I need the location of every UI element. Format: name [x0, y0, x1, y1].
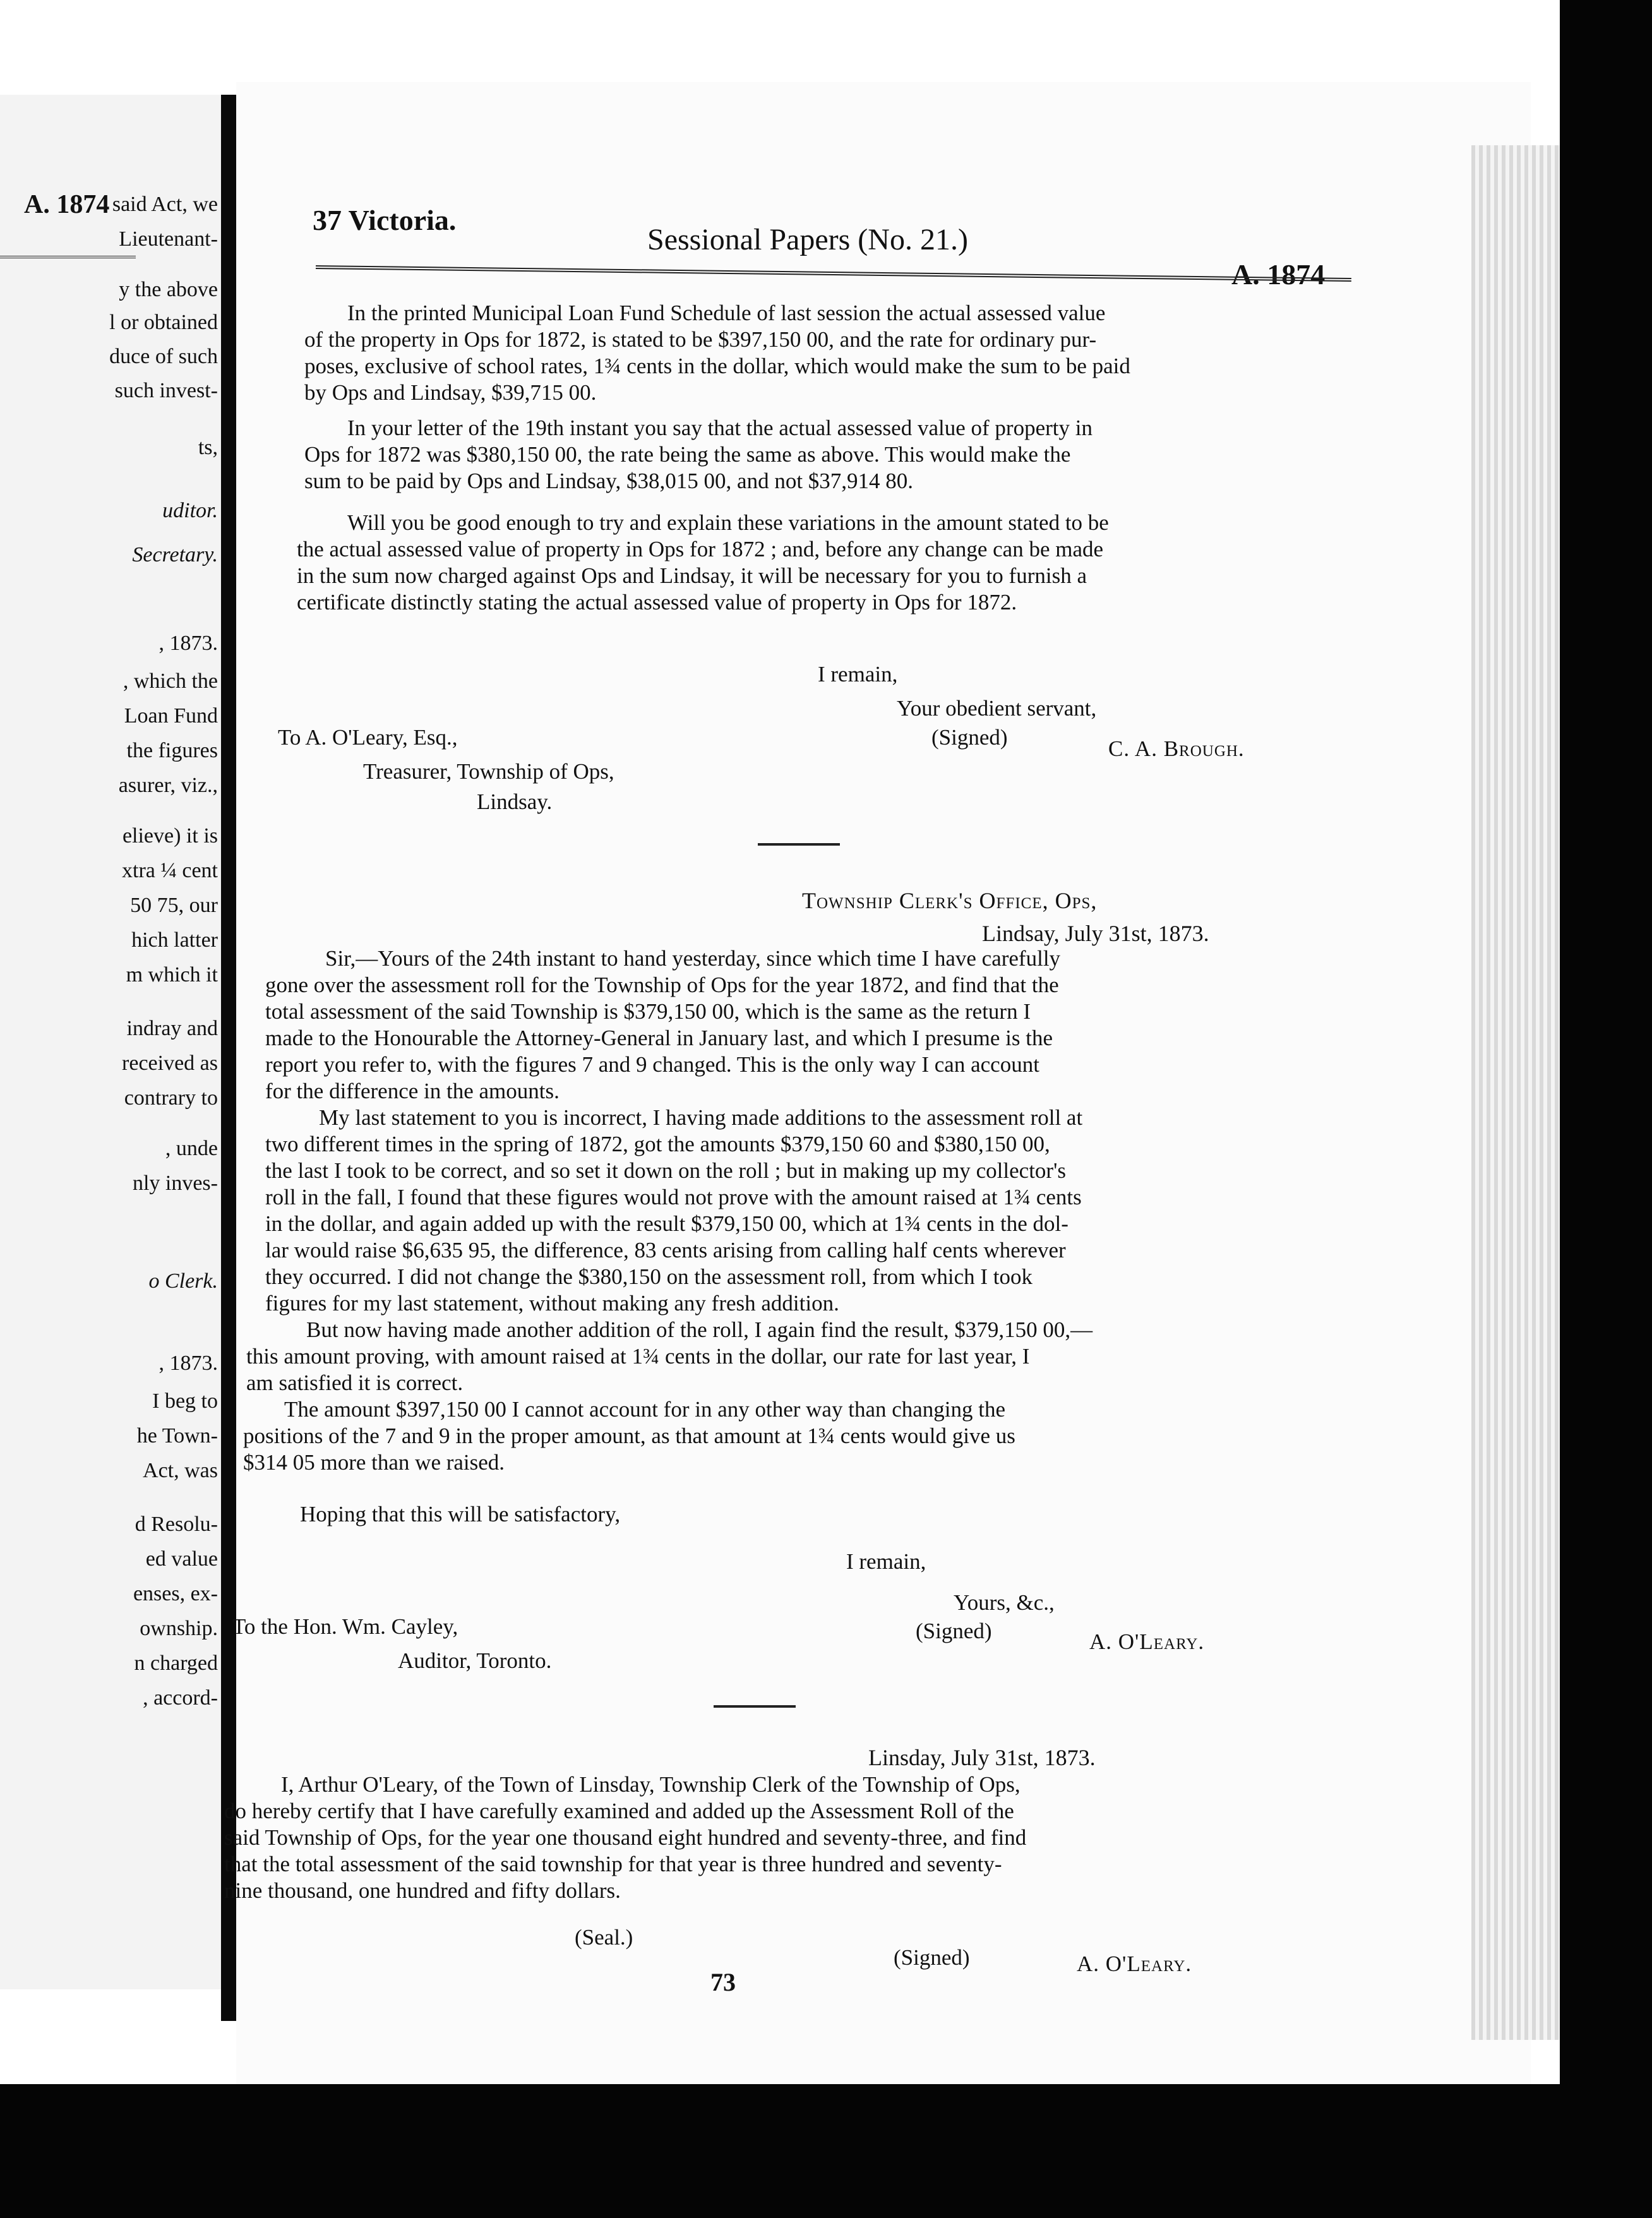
letter2-line-10: roll in the fall, I found that these figures would not prove with the amount raised at 1¾ cents [265, 1185, 1082, 1209]
left-page-fragment-line: ed value [145, 1547, 218, 1571]
left-page-fragment-line: y the above [119, 278, 218, 301]
separator-rule-2 [714, 1705, 796, 1708]
letter1-to-2: Treasurer, Township of Ops, [363, 759, 614, 784]
left-page-fragment-line: contrary to [124, 1086, 218, 1110]
letter1-to-3: Lindsay. [477, 789, 553, 814]
letter1-line-5: In your letter of the 19th instant you say that the actual assessed value of property in [347, 416, 1092, 440]
letter2-line-16: this amount proving, with amount raised at 1¾ cents in the dollar, our rate for last year, I [246, 1344, 1030, 1369]
letter2-line-17: am satisfied it is correct. [246, 1370, 464, 1395]
certificate-line-4: that the total assessment of the said township for that year is three hundred and seventy- [224, 1852, 1002, 1876]
letter2-line-6: for the difference in the amounts. [265, 1079, 560, 1103]
letter2-line-20: $314 05 more than we raised. [243, 1450, 505, 1475]
left-page-fragment-line: 50 75, our [130, 894, 218, 917]
left-page-fragment-line: , accord- [143, 1686, 218, 1710]
scan-border-right [1560, 0, 1652, 2218]
scan-border-bottom [0, 2084, 1652, 2218]
left-page-fragment-line: elieve) it is [122, 824, 218, 848]
left-page-fragment-line: Loan Fund [124, 704, 218, 728]
letter1-line-10: in the sum now charged against Ops and Lindsay, it will be necessary for you to furnish a [297, 563, 1087, 588]
letter2-line-1: Sir,—Yours of the 24th instant to hand yesterday, since which time I have carefully [325, 946, 1061, 971]
letter2-line-4: made to the Honourable the Attorney-General in January last, and which I presume is the [265, 1026, 1053, 1050]
left-page-fragment-line: o Clerk. [148, 1269, 218, 1293]
certificate-signer: A. O'Leary. [1077, 1951, 1192, 1976]
letter1-line-11: certificate distinctly stating the actual assessed value of property in Ops for 1872. [297, 590, 1017, 614]
letter1-to-1: To A. O'Leary, Esq., [278, 725, 458, 750]
page-number: 73 [710, 1968, 736, 1996]
letter2-line-9: the last I took to be correct, and so set it down on the roll ; but in making up my collector's [265, 1158, 1066, 1183]
letter1-signer: C. A. Brough. [1108, 736, 1245, 761]
letter1-servant: Your obedient servant, [897, 696, 1097, 721]
left-page-fragment-line: asurer, viz., [118, 774, 218, 797]
letter1-line-2: of the property in Ops for 1872, is stated to be $397,150 00, and the rate for ordinary pur- [304, 327, 1097, 352]
left-page-fragment-line: nly inves- [132, 1172, 218, 1195]
left-page-fragment-line: ownship. [140, 1617, 218, 1640]
certificate-line-2: do hereby certify that I have carefully examined and added up the Assessment Roll of the [224, 1799, 1014, 1823]
letter1-line-4: by Ops and Lindsay, $39,715 00. [304, 380, 597, 405]
left-page-fragment-line: he Town- [136, 1424, 218, 1448]
letter2-line-15: But now having made another addition of the roll, I again find the result, $379,150 00,— [306, 1317, 1093, 1342]
left-page-fragment-line: , unde [165, 1137, 218, 1160]
letter1-line-3: poses, exclusive of school rates, 1¾ cents in the dollar, which would make the sum to be paid [304, 354, 1130, 378]
left-page-fragment-line: I beg to [152, 1389, 218, 1413]
letter2-date: Lindsay, July 31st, 1873. [982, 921, 1209, 946]
left-page-fragment-line: such invest- [114, 379, 218, 402]
left-page-fragment-line: Secretary. [132, 543, 218, 566]
left-page-fragment-line: d Resolu- [135, 1513, 218, 1536]
certificate-line-1: I, Arthur O'Leary, of the Town of Linsday, Township Clerk of the Township of Ops, [281, 1772, 1021, 1797]
left-page-fragment-line: the figures [126, 739, 218, 762]
left-header-rule [0, 256, 136, 258]
letter2-line-13: they occurred. I did not change the $380,150 on the assessment roll, from which I took [265, 1264, 1032, 1289]
letter2-line-2: gone over the assessment roll for the Township of Ops for the year 1872, and find that the [265, 973, 1059, 997]
letter2-signed: (Signed) [916, 1619, 992, 1643]
letter1-remain: I remain, [818, 662, 898, 686]
letter1-line-8: Will you be good enough to try and explain these variations in the amount stated to be [347, 510, 1109, 535]
left-page-fragment-line: , which the [123, 669, 218, 693]
book-gutter [221, 95, 236, 2021]
left-page-fragment-line: hich latter [131, 928, 218, 952]
letter2-line-8: two different times in the spring of 1872, got the amounts $379,150 60 and $380,150 00, [265, 1132, 1050, 1156]
letter2-line-18: The amount $397,150 00 I cannot account for in any other way than changing the [284, 1397, 1006, 1422]
letter2-office: Township Clerk's Office, Ops, [802, 888, 1098, 913]
letter2-remain: I remain, [846, 1549, 926, 1574]
letter2-line-3: total assessment of the said Township is $379,150 00, which is the same as the return I [265, 999, 1031, 1024]
letter2-line-14: figures for my last statement, without making any fresh addition. [265, 1291, 839, 1316]
header-session: 37 Victoria. [313, 204, 457, 236]
certificate-line-3: said Township of Ops, for the year one thousand eight hundred and seventy-three, and find [224, 1825, 1027, 1850]
header-title: Sessional Papers (No. 21.) [647, 223, 968, 256]
letter1-signed: (Signed) [931, 725, 1008, 750]
left-page-fragment-line: n charged [134, 1652, 218, 1675]
left-page-fragment-line: , 1873. [159, 632, 218, 655]
letter2-line-5: report you refer to, with the figures 7 and 9 changed. This is the only way I can account [265, 1052, 1039, 1077]
left-page-fragment-line: , 1873. [159, 1352, 218, 1375]
header-year: A. 1874 [1231, 258, 1326, 291]
separator-rule [758, 843, 840, 846]
left-page-fragment-line: m which it [126, 963, 218, 986]
left-page-fragment-line: xtra ¼ cent [122, 859, 218, 882]
letter2-line-11: in the dollar, and again added up with the result $379,150 00, which at 1¾ cents in the dol- [265, 1211, 1068, 1236]
left-page-fragment-line: indray and [126, 1017, 218, 1040]
left-page-fragment-line: received as [122, 1052, 218, 1075]
left-page-fragment-line: enses, ex- [133, 1582, 218, 1605]
letter1-line-7: sum to be paid by Ops and Lindsay, $38,015 00, and not $37,914 80. [304, 469, 914, 493]
letter2-line-19: positions of the 7 and 9 in the proper amount, as that amount at 1¾ cents would give us [243, 1424, 1015, 1448]
letter1-line-6: Ops for 1872 was $380,150 00, the rate being the same as above. This would make the [304, 442, 1071, 467]
letter2-line-12: lar would raise $6,635 95, the difference, 83 cents arising from calling half cents wherever [265, 1238, 1066, 1262]
page-edge-stack [1471, 145, 1560, 2040]
letter1-line-9: the actual assessed value of property in Ops for 1872 ; and, before any change can be made [297, 537, 1104, 561]
left-page-fragment-line: said Act, we [112, 193, 218, 216]
left-page-year: A. 1874 [24, 190, 110, 219]
certificate-line-5: nine thousand, one hundred and fifty dollars. [224, 1878, 621, 1903]
left-page-fragment-line: uditor. [162, 499, 218, 522]
left-page-fragment [0, 95, 221, 1989]
letter1-line-1: In the printed Municipal Loan Fund Schedule of last session the actual assessed value [347, 301, 1106, 325]
letter2-to-2: Auditor, Toronto. [398, 1648, 552, 1673]
certificate-signed: (Signed) [894, 1945, 970, 1970]
left-page-fragment-line: duce of such [109, 345, 218, 368]
certificate-seal: (Seal.) [575, 1925, 633, 1950]
left-page-fragment-line: ts, [198, 436, 218, 459]
letter2-line-21: Hoping that this will be satisfactory, [300, 1502, 621, 1526]
certificate-date: Linsday, July 31st, 1873. [868, 1745, 1096, 1770]
letter2-yours: Yours, &c., [954, 1590, 1055, 1615]
letter2-signer: A. O'Leary. [1089, 1629, 1205, 1654]
letter2-to-1: To the Hon. Wm. Cayley, [232, 1614, 458, 1639]
left-page-fragment-line: Act, was [143, 1459, 218, 1482]
letter2-line-7: My last statement to you is incorrect, I having made additions to the assessment roll at [319, 1105, 1083, 1130]
left-page-fragment-line: l or obtained [109, 311, 218, 334]
left-page-fragment-line: Lieutenant- [119, 227, 218, 251]
